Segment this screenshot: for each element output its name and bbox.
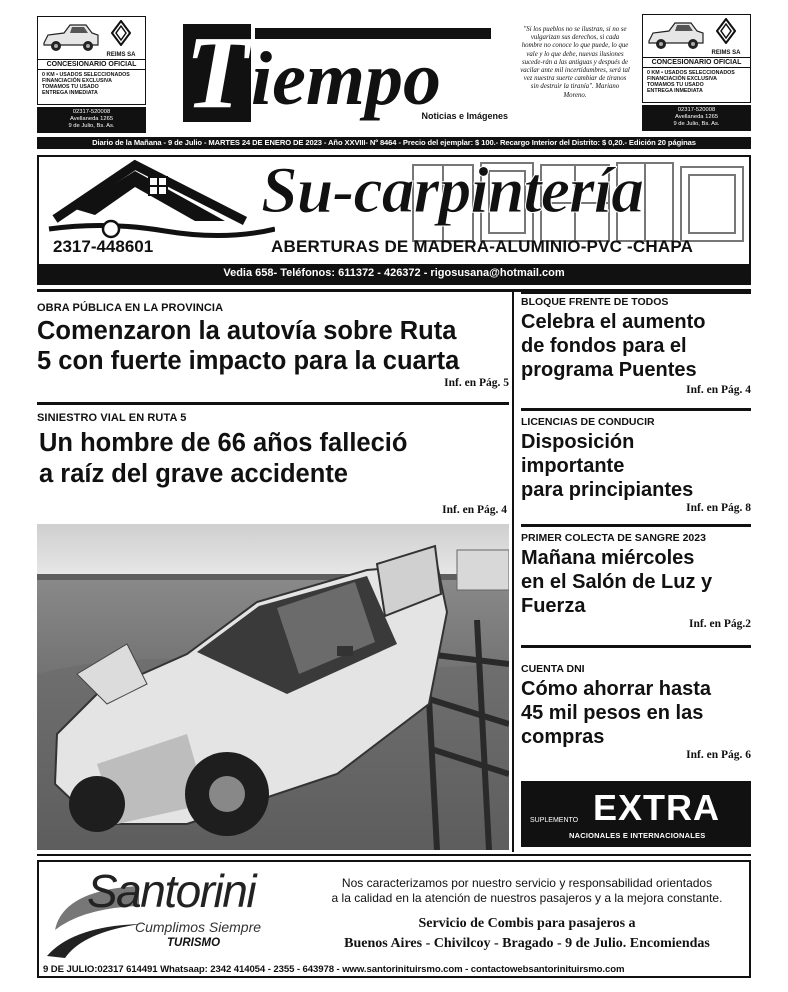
story-headline[interactable] (521, 430, 751, 502)
description-line: a la calidad en la atención de nuestros pasajeros y a la mejora constante. (331, 891, 723, 905)
headline-line: Fuerza (521, 595, 586, 617)
side-story-puentes[interactable] (521, 296, 751, 402)
headline-line: de fondos para el (521, 335, 687, 357)
side-divider (521, 645, 751, 648)
headline-line: compras (521, 726, 605, 748)
dealer-phone: 02317-520008 (677, 107, 716, 113)
headline-line: Celebra el aumento (521, 311, 706, 333)
story-headline[interactable] (521, 310, 751, 382)
side-divider (521, 292, 751, 294)
headline-line: Cómo ahorrar hasta (521, 678, 712, 700)
house-logo-icon (45, 159, 275, 239)
dealer-ad-right[interactable] (642, 14, 751, 103)
pickup-truck-icon (42, 21, 100, 55)
story-divider (37, 402, 509, 405)
carpinteria-phone[interactable]: 2317-448601 (53, 237, 154, 256)
renault-diamond-icon (716, 18, 736, 44)
story-headline[interactable] (37, 428, 509, 490)
extra-label: SUPLEMENTO (530, 817, 579, 824)
santorini-logo-text: Santorini (87, 865, 256, 917)
column-divider (512, 292, 514, 852)
story-page-ref[interactable]: Inf. en Pág. 4 (442, 504, 507, 516)
headline-line: programa Puentes (521, 359, 697, 381)
dealer-address: Avellaneda 1265 (69, 116, 114, 122)
santorini-ad[interactable] (37, 860, 751, 978)
feature-item: 0 KM • USADOS SELECCIONADOS (42, 72, 130, 78)
extra-title: EXTRA (593, 787, 721, 828)
dealer-phone: 02317-520008 (72, 109, 111, 115)
santorini-services (307, 914, 747, 954)
logo-text: iempo (251, 37, 441, 121)
feature-item: 0 KM • USADOS SELECCIONADOS (647, 70, 735, 76)
story-headline[interactable] (521, 677, 751, 749)
headline-line: Comenzaron la autovía sobre Ruta (37, 317, 457, 345)
story-kicker: PRIMER COLECTA DE SANGRE 2023 (521, 532, 706, 544)
dealer-ad-left[interactable] (37, 16, 146, 105)
headline-line: 5 con fuerte impacto para la cuarta (37, 347, 460, 375)
newspaper-logo[interactable] (183, 15, 508, 130)
dealer-brand: REIMS SA (711, 50, 741, 56)
feature-item: TOMAMOS TU USADO (42, 84, 99, 90)
story-headline[interactable] (37, 316, 509, 376)
bottom-divider (37, 854, 751, 856)
logo-initial: T (183, 24, 251, 122)
service-line: Buenos Aires - Chivilcoy - Bragado - 9 de Julio. Encomiendas (344, 936, 710, 951)
story-page-ref[interactable]: Inf. en Pág. 6 (686, 749, 751, 761)
dealer-features (647, 70, 735, 94)
crashed-car-image (37, 524, 509, 850)
dealer-city: 9 de Julio, Bs. As. (673, 121, 720, 127)
dealer-contact-right (642, 105, 751, 131)
story-kicker: CUENTA DNI (521, 663, 585, 675)
headline-line: en el Salón de Luz y (521, 571, 713, 593)
logo-tagline: Noticias e Imágenes (421, 111, 508, 121)
carpinteria-ad[interactable] (37, 155, 751, 285)
headline-line: Disposición (521, 431, 635, 453)
santorini-contact-footer[interactable]: 9 DE JULIO:02317 614491 Whatsaap: 2342 414054 - 2355 - 643978 - www.santorinituirsmo.com - contactowebsantorinituirsmo.com (43, 964, 625, 975)
story-kicker: LICENCIAS DE CONDUCIR (521, 416, 655, 428)
story-kicker: OBRA PÚBLICA EN LA PROVINCIA (37, 302, 224, 314)
renault-diamond-icon (111, 20, 131, 46)
dealer-contact-left (37, 107, 146, 133)
headline-line: Un hombre de 66 años falleció (39, 429, 408, 457)
side-divider (521, 524, 751, 527)
feature-item: FINANCIACIÓN EXCLUSIVA (647, 76, 717, 82)
description-line: Nos caracterizamos por nuestro servicio y responsabilidad orientados (341, 876, 713, 890)
dealer-city: 9 de Julio, Bs. As. (68, 123, 115, 129)
headline-line: para principiantes (521, 479, 694, 501)
carpinteria-contact[interactable]: Vedia 658- Teléfonos: 611372 - 426372 - rigosusana@hotmail.com (39, 264, 749, 283)
service-line: Servicio de Combis para pasajeros a (418, 916, 636, 931)
renault-logo (103, 20, 139, 58)
carpinteria-subtitle: ABERTURAS DE MADERA-ALUMINIO-PVC -CHAPA (271, 237, 694, 256)
dateline-bar: Diario de la Mañana - 9 de Julio - MARTES 24 DE ENERO DE 2023 - Año XXVIII- Nº 8464 - Precio del ejemplar: $ 100.- Recargo Interior del Distrito: $ 0,20.- Edición 20 páginas (37, 137, 751, 149)
masthead-quote: "Si los pueblos no se ilustran, si no se vulgarizan sus derechos, si cada hombre no conoce lo que puede, lo que vale y lo que debe, nuevas ilusiones sucede-rán a las antiguas y después de vacilar ante mil incertidumbres, será tal vez nuestra suerte cambiar de tiranos sin destruir la tiranía". Mariano Moreno. (520, 26, 630, 99)
main-story-autovia[interactable] (37, 302, 509, 398)
pickup-truck-icon (647, 19, 705, 53)
feature-item: ENTREGA INMEDIATA (647, 88, 703, 94)
headline-line: Mañana miércoles (521, 547, 695, 569)
side-story-sangre[interactable] (521, 532, 751, 642)
headline-line: a raíz del grave accidente (39, 460, 348, 488)
story-headline[interactable] (521, 546, 751, 618)
dealer-label: CONCESIONARIO OFICIAL (643, 57, 750, 68)
story-kicker: BLOQUE FRENTE DE TODOS (521, 296, 669, 308)
side-divider (521, 408, 751, 411)
story-page-ref[interactable]: Inf. en Pág. 8 (686, 502, 751, 514)
story-page-ref[interactable]: Inf. en Pág. 5 (444, 377, 509, 389)
extra-subtitle: NACIONALES E INTERNACIONALES (569, 831, 706, 840)
side-story-licencias[interactable] (521, 416, 751, 520)
dealer-brand: REIMS SA (106, 52, 136, 58)
side-story-cuenta-dni[interactable] (521, 663, 751, 773)
headline-line: importante (521, 455, 625, 477)
story-page-ref[interactable]: Inf. en Pág. 4 (686, 384, 751, 396)
story-page-ref[interactable]: Inf. en Pág.2 (689, 618, 751, 630)
extra-supplement-banner[interactable] (521, 781, 751, 847)
feature-item: TOMAMOS TU USADO (647, 82, 704, 88)
headline-line: 45 mil pesos en las (521, 702, 704, 724)
renault-logo (708, 18, 744, 56)
feature-item: FINANCIACIÓN EXCLUSIVA (42, 78, 112, 84)
dealer-features (42, 72, 130, 96)
carpinteria-title: Su-carpintería (261, 155, 644, 227)
dealer-label: CONCESIONARIO OFICIAL (38, 59, 145, 70)
feature-item: ENTREGA INMEDIATA (42, 90, 98, 96)
accident-photo (37, 524, 509, 850)
main-story-accidente[interactable] (37, 412, 509, 520)
dealer-address: Avellaneda 1265 (674, 114, 719, 120)
santorini-category: TURISMO (167, 937, 221, 949)
santorini-slogan: Cumplimos Siempre (135, 919, 262, 935)
story-kicker: SINIESTRO VIAL EN RUTA 5 (37, 412, 187, 424)
santorini-description (307, 876, 747, 906)
